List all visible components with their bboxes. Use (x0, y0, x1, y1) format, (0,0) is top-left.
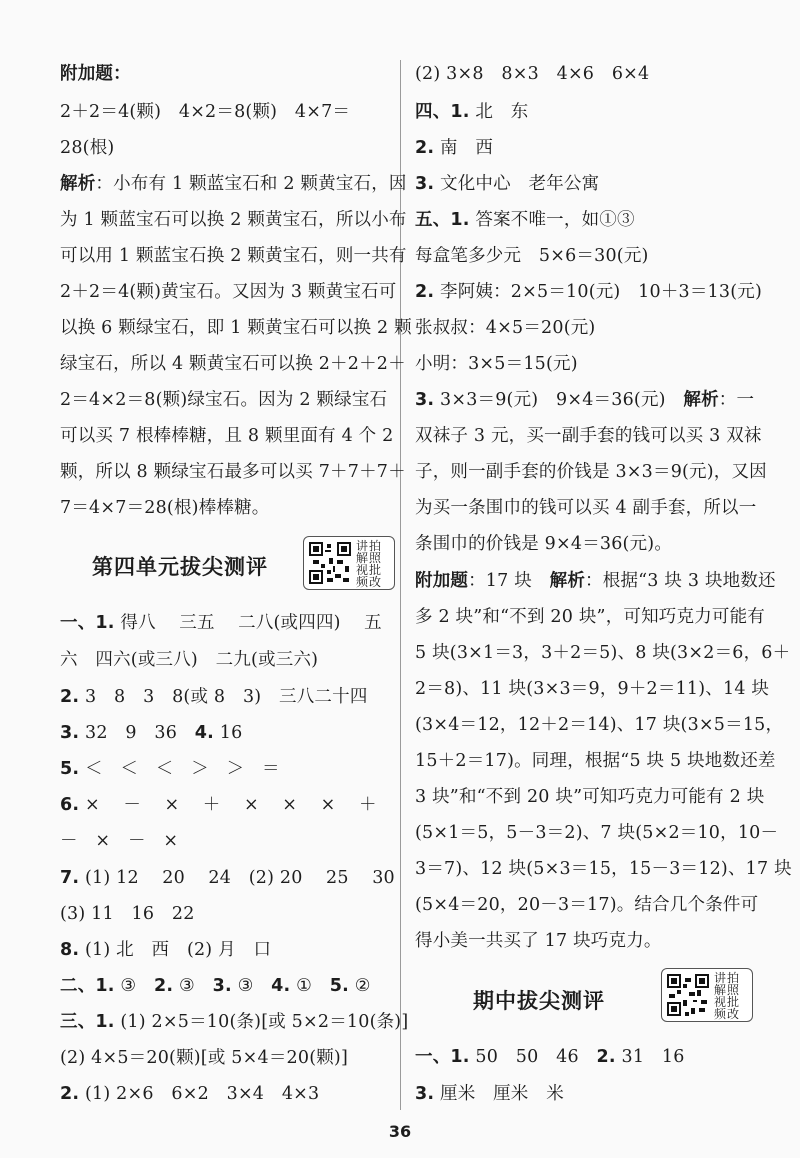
text-line: 可以用 1 颗蓝宝石换 2 颗黄宝石，则一共有 (60, 246, 407, 266)
text-line: 得小美一共买了 17 块巧克力。 (415, 931, 662, 951)
question-number: 3. (212, 976, 232, 996)
question-number: 一、1. (60, 613, 115, 633)
question-number: 5. (329, 976, 349, 996)
text-span: ① (290, 976, 330, 996)
text-span: 3×3＝9(元) 9×4＝36(元) (434, 390, 684, 410)
text-line: 2＝8)、11 块(3×3＝9，9＋2＝11)、14 块 (415, 679, 770, 699)
text-span: ：根据“3 块 3 块地数还 (585, 571, 776, 591)
text-line: 可以买 7 根棒棒糖，且 8 颗里面有 4 个 2 (60, 426, 394, 446)
text-line: 绿宝石，所以 4 颗黄宝石可以换 2＋2＋2＋ (60, 354, 406, 374)
qr-code-caption: 讲拍解照视批频改 (714, 971, 741, 1021)
text-line: 每盒笔多少元 5×6＝30(元) (415, 246, 649, 266)
text-line: － × － × (60, 831, 179, 851)
text-line (415, 280, 762, 304)
question-number: 2. (60, 687, 80, 707)
text-line: (3×4＝12，12＋2＝14)、17 块(3×5＝15， (415, 715, 784, 735)
text-line: 3＝7)、12 块(5×3＝15，15－3＝12)、17 块 (415, 859, 792, 879)
qr-code-caption: 讲拍解照视批频改 (356, 539, 383, 589)
question-number: 3. (415, 1084, 435, 1104)
text-span: 李阿姨：2×5＝10(元) 10＋3＝13(元) (434, 282, 762, 302)
text-span: ③ (114, 976, 154, 996)
text-line: 为 1 颗蓝宝石可以换 2 颗黄宝石，所以小布 (60, 210, 407, 230)
text-span: 50 50 46 (469, 1047, 597, 1067)
text-line: 2＋2＝4(颗) 4×2＝8(颗) 4×7＝ (60, 102, 351, 122)
text-span: 31 16 (615, 1047, 685, 1067)
question-number: 8. (60, 940, 80, 960)
text-line: 2＝4×2＝8(颗)绿宝石。因为 2 颗绿宝石 (60, 390, 388, 410)
text-span: 南 西 (434, 138, 494, 158)
text-line: 颗，所以 8 颗绿宝石最多可以买 7＋7＋7＋ (60, 462, 406, 482)
text-line (60, 866, 395, 890)
text-span: ③ (173, 976, 213, 996)
text-span: (1) 2×6 6×2 3×4 4×3 (79, 1084, 320, 1104)
text-line: 为买一条围巾的钱可以买 4 副手套，所以一 (415, 498, 757, 518)
text-line (415, 1082, 564, 1106)
text-line: 28(根) (60, 138, 115, 158)
text-line (60, 1010, 408, 1034)
text-line: (2) 3×8 8×3 4×6 6×4 (415, 64, 650, 84)
text-span: ③ (231, 976, 272, 996)
text-span: 32 9 36 (79, 723, 195, 743)
text-span: × － × ＋ × × × ＋ (79, 795, 377, 815)
qr-code-icon (667, 974, 709, 1016)
text-span: ② (349, 976, 371, 996)
text-line (60, 793, 377, 817)
text-line (415, 1045, 685, 1069)
text-line (60, 172, 407, 196)
text-span: 北 东 (469, 102, 529, 122)
text-span: (1) 12 20 24 (2) 20 25 30 (79, 868, 395, 888)
text-line: 条围巾的价钱是 9×4＝36(元)。 (415, 534, 673, 554)
extra-question-label: 附加题： (60, 64, 131, 84)
text-line: 子，则一副手套的价钱是 3×3＝9(元)，又因 (415, 462, 767, 482)
extra-question-label: 附加题 (415, 571, 469, 591)
text-span: ＜ ＜ ＜ ＞ ＞ ＝ (79, 759, 280, 779)
text-line: 7＝4×7＝28(根)棒棒糖。 (60, 498, 270, 518)
qr-code-badge[interactable] (303, 536, 395, 590)
text-span: 厘米 厘米 米 (434, 1084, 564, 1104)
text-line: (5×1＝5，5－3＝2)、7 块(5×2＝10，10－ (415, 823, 779, 843)
text-line: 张叔叔：4×5＝20(元) (415, 318, 596, 338)
text-line (60, 721, 242, 745)
text-span: ：17 块 (468, 571, 550, 591)
text-span: 3 8 3 8(或 8 3) 三八二十四 (79, 687, 368, 707)
question-number: 3. (415, 174, 435, 194)
question-number: 四、1. (415, 102, 470, 122)
question-number: 2. (415, 282, 435, 302)
text-line (60, 974, 371, 998)
question-number: 4. (271, 976, 291, 996)
midterm-title: 期中拔尖测评 (473, 989, 605, 1013)
text-line: (2) 4×5＝20(颗)[或 5×4＝20(颗)] (60, 1048, 348, 1068)
text-span: 答案不唯一，如①③ (469, 210, 635, 230)
question-number: 3. (60, 723, 80, 743)
text-line: 3 块”和“不到 20 块”可知巧克力可能有 2 块 (415, 787, 765, 807)
text-line: 15＋2＝17)。同理，根据“5 块 5 块地数还差 (415, 751, 776, 771)
text-line: 多 2 块”和“不到 20 块”，可知巧克力可能有 (415, 607, 765, 627)
text-line (60, 611, 382, 635)
text-span: ：一 (718, 390, 755, 410)
text-span: ：小布有 1 颗蓝宝石和 2 颗黄宝石，因 (95, 174, 407, 194)
question-number: 5. (60, 759, 80, 779)
text-line (415, 136, 493, 160)
question-number: 三、1. (60, 1012, 115, 1032)
text-line (60, 1082, 319, 1106)
text-line: (5×4＝20，20－3＝17)。结合几个条件可 (415, 895, 759, 915)
text-line (415, 388, 754, 412)
text-line (415, 172, 599, 196)
qr-code-badge[interactable] (661, 968, 753, 1022)
question-number: 6. (60, 795, 80, 815)
text-span: 16 (214, 723, 243, 743)
text-line (60, 757, 280, 781)
text-line: 以换 6 颗绿宝石，即 1 颗黄宝石可以换 2 颗 (60, 318, 412, 338)
question-number: 一、1. (415, 1047, 470, 1067)
text-line: 小明：3×5＝15(元) (415, 354, 578, 374)
analysis-label: 解析 (683, 390, 719, 410)
text-line: 5 块(3×1＝3，3＋2＝5)、8 块(3×2＝6，6＋ (415, 643, 791, 663)
text-span: 得八 三五 二八(或四四) 五 (114, 613, 382, 633)
text-line (60, 685, 368, 709)
question-number: 2. (153, 976, 174, 996)
qr-code-icon (309, 542, 351, 584)
text-line (415, 208, 635, 232)
unit-four-title: 第四单元拔尖测评 (92, 555, 268, 579)
text-line (60, 938, 271, 962)
text-span: (1) 2×5＝10(条)[或 5×2＝10(条)] (114, 1012, 409, 1032)
question-number: 2. (60, 1084, 80, 1104)
question-number: 2. (596, 1047, 616, 1067)
question-number: 7. (60, 868, 80, 888)
text-line (415, 569, 776, 593)
analysis-label: 解析 (549, 571, 586, 591)
question-number: 二、1. (60, 976, 115, 996)
text-line: 双袜子 3 元，买一副手套的钱可以买 3 双袜 (415, 426, 762, 446)
text-line: 六 四六(或三八) 二九(或三六) (60, 650, 319, 670)
text-line: 2＋2＝4(颗)黄宝石。又因为 3 颗黄宝石可 (60, 282, 397, 302)
question-number: 3. (415, 390, 435, 410)
analysis-label: 解析 (60, 174, 96, 194)
text-line (415, 100, 529, 124)
question-number: 2. (415, 138, 435, 158)
text-span: 文化中心 老年公寓 (434, 174, 600, 194)
text-span: (1) 北 西 (2) 月 口 (79, 940, 272, 960)
question-number: 4. (194, 723, 215, 743)
question-number: 五、1. (415, 210, 470, 230)
page-number: 36 (388, 1122, 412, 1141)
text-line: (3) 11 16 22 (60, 904, 195, 924)
